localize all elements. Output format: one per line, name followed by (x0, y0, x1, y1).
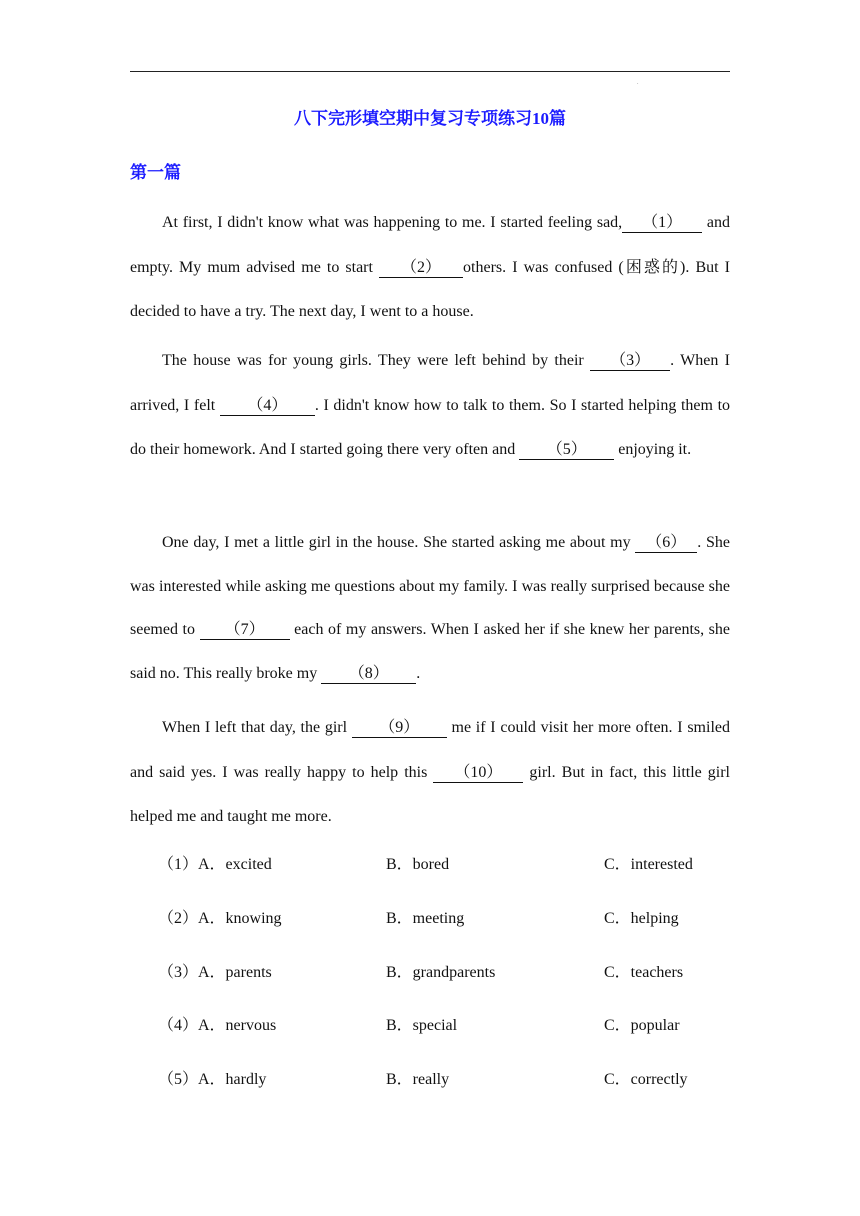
paragraph-2 (130, 339, 730, 473)
option-a: （2）A．knowing (158, 909, 282, 927)
paragraph-3 (130, 521, 730, 695)
option-a: （3）A．parents (158, 963, 272, 981)
paragraph-text: At first, I didn't know what was happening to me. I started feeling sad, (162, 214, 623, 231)
document-title: 八下完形填空期中复习专项练习10篇 (294, 109, 566, 128)
option-c: C．interested (604, 856, 693, 873)
paragraph-text: each of my answers. When I asked her if she knew her parents, she said no. This really broke my (130, 621, 731, 682)
paragraph-4 (130, 706, 730, 840)
blank-1: （1） (622, 214, 702, 233)
option-b: B．special (386, 1017, 458, 1035)
option-b: B．really (386, 1071, 450, 1089)
option-row-4 (158, 1012, 738, 1066)
answer-options (158, 851, 738, 1120)
blank-4: （4） (220, 397, 315, 416)
option-b: B．grandparents (386, 963, 496, 981)
blank-3: （3） (590, 352, 670, 371)
blank-6: （6） (635, 534, 697, 553)
header-rule (130, 71, 730, 72)
option-b: B．bored (386, 856, 450, 873)
paragraph-text: me if I could visit her more often. I smiled and said yes. I was really happy to help this (130, 719, 730, 781)
blank-7: （7） (200, 621, 290, 640)
section-heading: 第一篇 (130, 163, 181, 182)
paragraph-text: girl. But in fact, this little girl helped me and taught me more. (130, 763, 730, 825)
option-c: C．helping (604, 909, 679, 927)
paragraph-text: others. I was confused (困惑的). But I decided to have a try. The next day, I went to a house. (130, 258, 730, 320)
blank-2: （2） (379, 259, 463, 278)
option-c: C．teachers (604, 963, 684, 981)
paragraph-text: . She was interested while asking me questions about my family. I was really surprised because she seemed to (130, 534, 731, 638)
blank-5: （5） (519, 441, 614, 460)
header-dot: . (637, 80, 639, 86)
blank-9: （9） (352, 719, 447, 738)
option-row-3 (158, 959, 738, 1013)
option-c: C．correctly (604, 1071, 688, 1089)
paragraph-text: . When I arrived, I felt (130, 352, 730, 414)
paragraph-1 (130, 201, 730, 335)
paragraph-text: The house was for young girls. They were left behind by their (162, 352, 591, 369)
paragraph-text: When I left that day, the girl (162, 719, 352, 736)
paragraph-text: One day, I met a little girl in the house. She started asking me about my (162, 534, 636, 551)
paragraph-text: . (416, 664, 421, 682)
paragraph-text: enjoying it. (614, 441, 692, 458)
option-a: （1）A．excited (158, 856, 272, 873)
blank-10: （10） (433, 764, 523, 783)
paragraph-text: and empty. My mum advised me to start (130, 214, 730, 276)
blank-8: （8） (321, 665, 416, 684)
option-row-2 (158, 905, 738, 959)
option-b: B．meeting (386, 909, 465, 927)
option-a: （5）A．hardly (158, 1071, 267, 1089)
paragraph-text: . I didn't know how to talk to them. So I started helping them to do their homework. And I started going there very often and (130, 396, 731, 458)
option-a: （4）A．nervous (158, 1017, 277, 1035)
option-row-5 (158, 1066, 738, 1120)
option-row-1 (158, 851, 738, 905)
option-c: C．popular (604, 1017, 680, 1035)
